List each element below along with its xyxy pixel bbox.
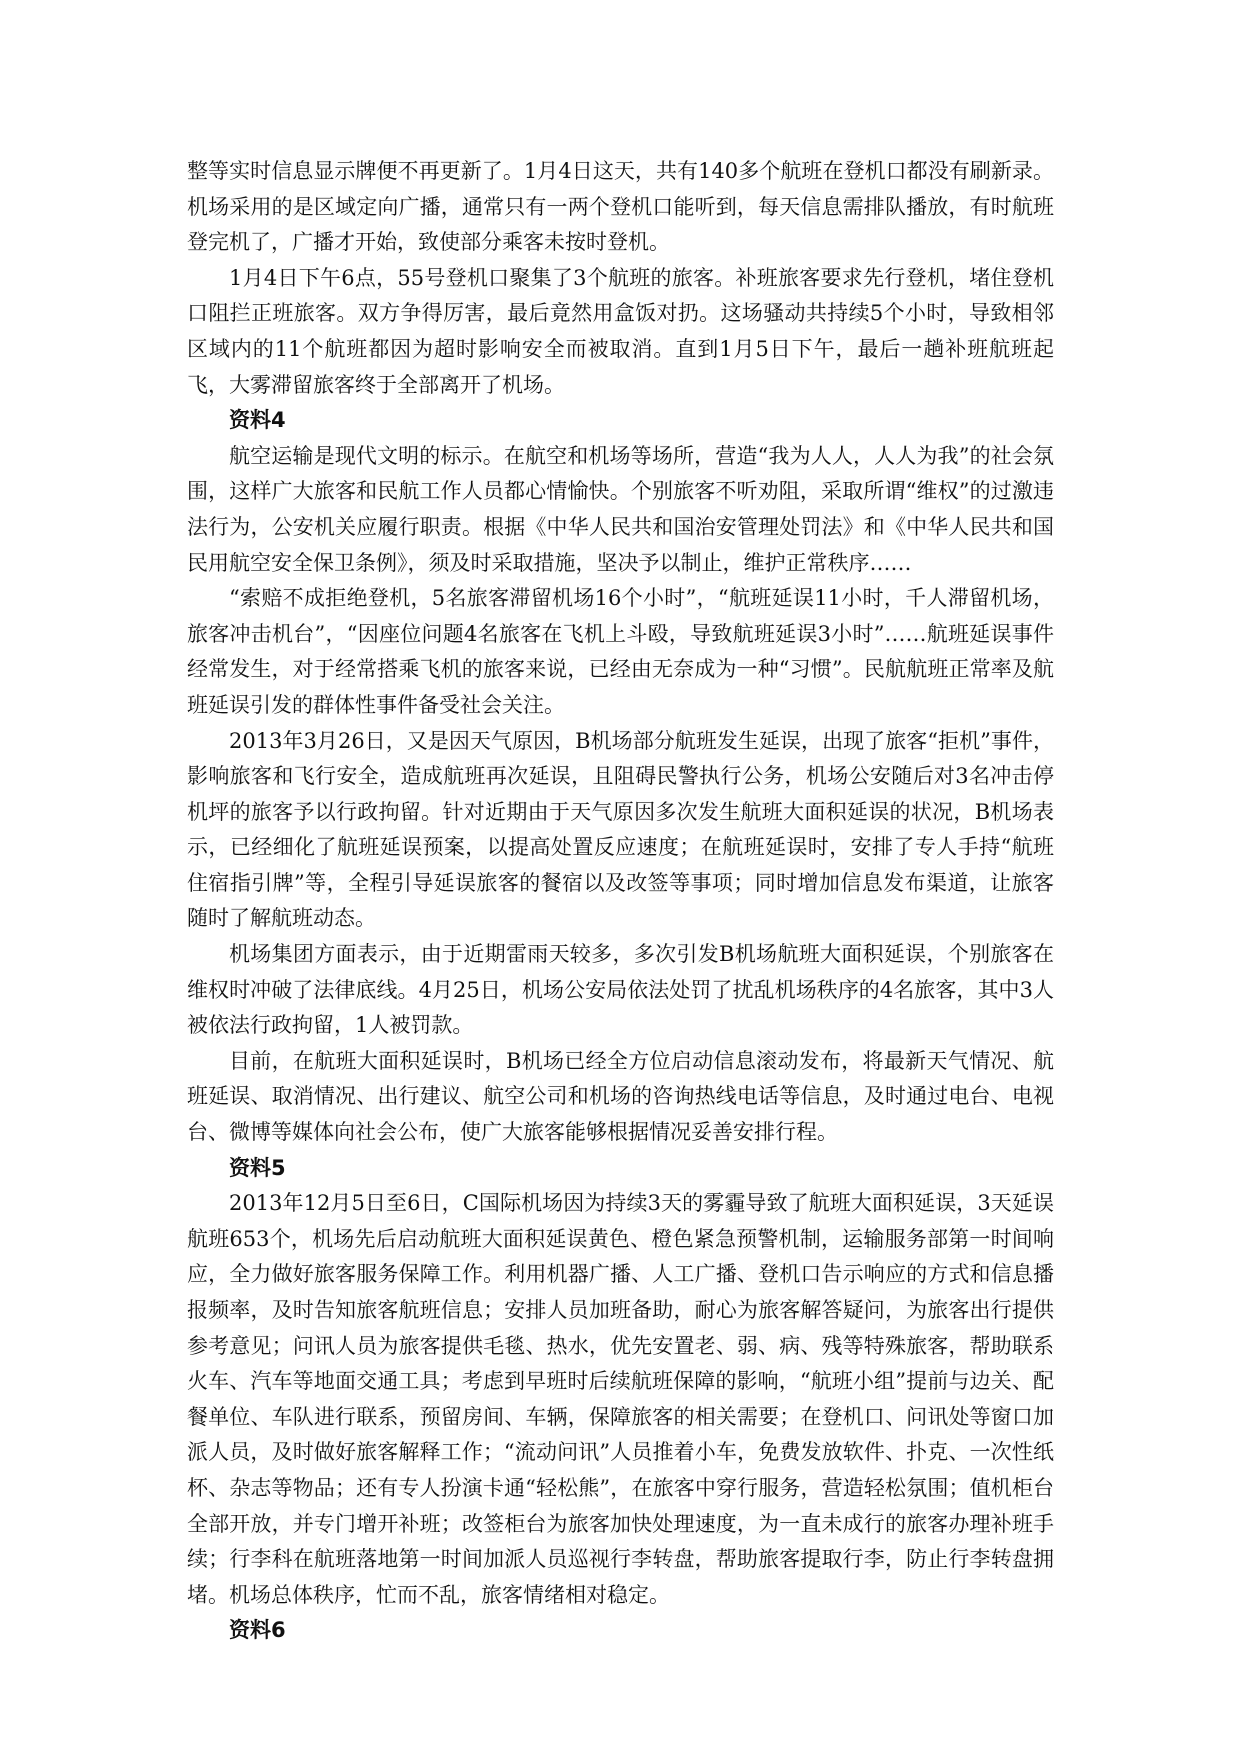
paragraph: 航空运输是现代文明的标示。在航空和机场等场所，营造“我为人人，人人为我”的社会氛围，这样广大旅客和民航工作人员都心情愉快。个别旅客不听劝阻，采取所谓“维权”的过激违法行为，公安机关应履行职责。根据《中华人民共和国治安管理处罚法》和《中华人民共和国民用航空安全保卫条例》，须及时采取措施，坚决予以制止，维护正常秩序…… [187,443,1054,575]
paragraph: 目前，在航班大面积延误时，B机场已经全方位启动信息滚动发布，将最新天气情况、航班延误、取消情况、出行建议、航空公司和机场的咨询热线电话等信息，及时通过电台、电视台、微博等媒体向社会公布，使广大旅客能够根据情况妥善安排行程。 [187,1048,1054,1145]
document-body [187,154,1054,1649]
section-heading: 资料4 [229,408,286,433]
paragraph: “索赔不成拒绝登机，5名旅客滞留机场16个小时”，“航班延误11小时，千人滞留机场，旅客冲击机台”，“因座位问题4名旅客在飞机上斗殴，导致航班延误3小时”……航班延误事件经常发生，对于经常搭乘飞机的旅客来说，已经由无奈成为一种“习惯”。民航航班正常率及航班延误引发的群体性事件备受社会关注。 [187,586,1054,717]
paragraph: 2013年12月5日至6日，C国际机场因为持续3天的雾霾导致了航班大面积延误，3天延误航班653个，机场先后启动航班大面积延误黄色、橙色紧急预警机制，运输服务部第一时间响应，全力做好旅客服务保障工作。利用机器广播、人工广播、登机口告示响应的方式和信息播报频率，及时告知旅客航班信息；安排人员加班备助，耐心为旅客解答疑问，为旅客出行提供参考意见；问讯人员为旅客提供毛毯、热水，优先安置老、弱、病、残等特殊旅客，帮助联系火车、汽车等地面交通工具；考虑到早班时后续航班保障的影响，“航班小组”提前与边关、配餐单位、车队进行联系，预留房间、车辆，保障旅客的相关需要；在登机口、问讯处等窗口加派人员，及时做好旅客解释工作；“流动问讯”人员推着小车，免费发放软件、扑克、一次性纸杯、杂志等物品；还有专人扮演卡通“轻松熊”，在旅客中穿行服务，营造轻松氛围；值机柜台全部开放，并专门增开补班；改签柜台为旅客加快处理速度，为一直未成行的旅客办理补班手续；行李科在航班落地第一时间加派人员巡视行李转盘，帮助旅客提取行李，防止行李转盘拥堵。机场总体秩序，忙而不乱，旅客情绪相对稳定。 [187,1191,1054,1607]
paragraph: 整等实时信息显示牌便不再更新了。1月4日这天，共有140多个航班在登机口都没有刷新录。机场采用的是区域定向广播，通常只有一两个登机口能听到，每天信息需排队播放，有时航班登完机了，广播才开始，致使部分乘客未按时登机。 [187,159,1054,255]
paragraph: 1月4日下午6点，55号登机口聚集了3个航班的旅客。补班旅客要求先行登机，堵住登机口阻拦正班旅客。双方争得厉害，最后竟然用盒饭对扔。这场骚动共持续5个小时，导致相邻区域内的11个航班都因为超时影响安全而被取消。直到1月5日下午，最后一趟补班航班起飞，大雾滞留旅客终于全部离开了机场。 [187,265,1054,397]
section-heading: 资料5 [229,1155,286,1180]
paragraph: 2013年3月26日，又是因天气原因，B机场部分航班发生延误，出现了旅客“拒机”事件，影响旅客和飞行安全，造成航班再次延误，且阻碍民警执行公务，机场公安随后对3名冲击停机坪的旅客予以行政拘留。针对近期由于天气原因多次发生航班大面积延误的状况，B机场表示，已经细化了航班延误预案，以提高处置反应速度；在航班延误时，安排了专人手持“航班住宿指引牌”等，全程引导延误旅客的餐宿以及改签等事项；同时增加信息发布渠道，让旅客随时了解航班动态。 [187,728,1054,931]
section-heading: 资料6 [229,1618,286,1643]
paragraph: 机场集团方面表示，由于近期雷雨天较多，多次引发B机场航班大面积延误，个别旅客在维权时冲破了法律底线。4月25日，机场公安局依法处罚了扰乱机场秩序的4名旅客，其中3人被依法行政拘留，1人被罚款。 [187,942,1054,1038]
